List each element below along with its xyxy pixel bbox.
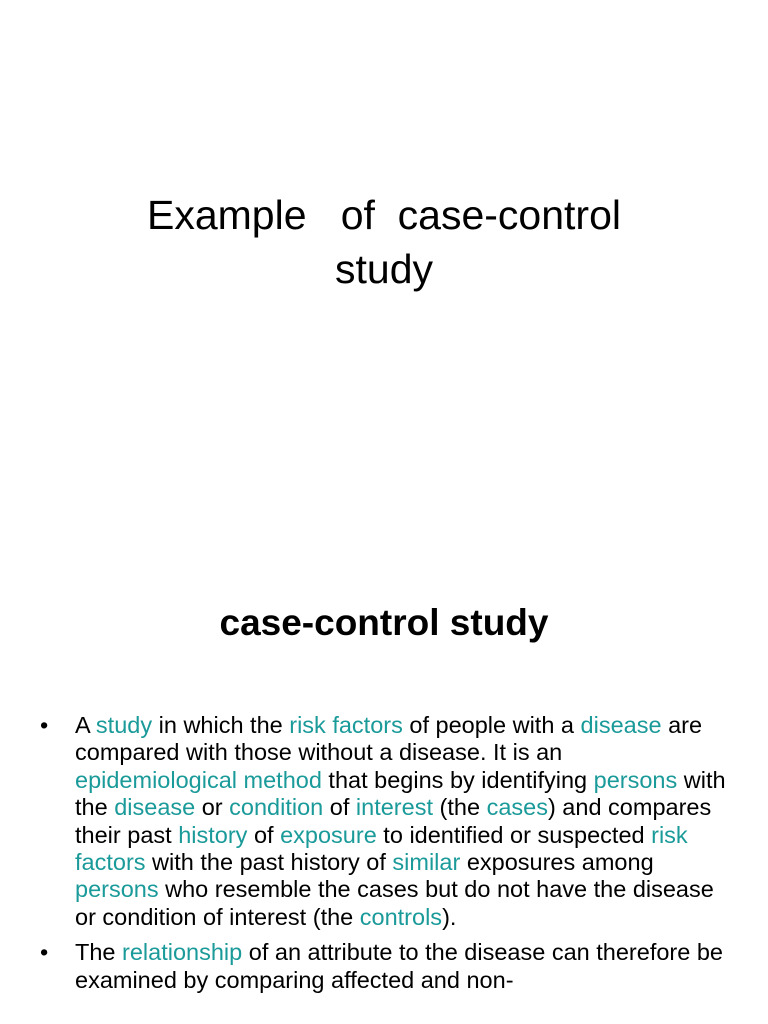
bullet-text: of an attribute to the disease can therefore be examined by comparing affected and non- (75, 939, 723, 993)
bullet-text: that begins by identifying (321, 766, 594, 793)
bullet-text: to identified or suspected (376, 821, 652, 848)
bullet-text: of (247, 821, 281, 848)
term-link[interactable]: persons (75, 876, 159, 903)
term-link[interactable]: interest (355, 794, 433, 821)
bullet-text: A (75, 712, 96, 738)
bullet-dot-icon: • (40, 939, 49, 966)
bullet-text: are compared with those without a disease. It is an (75, 712, 703, 766)
bullet-text: or (195, 794, 230, 821)
term-link[interactable]: risk factors (75, 821, 688, 876)
term-link[interactable]: condition (229, 794, 324, 821)
bullet-text: exposures among (460, 849, 654, 876)
bullet-text: of (323, 794, 356, 821)
slide-1-title: Example of case-control study (147, 192, 621, 292)
bullet-item (0, 939, 768, 994)
bullet-text: ). (442, 903, 457, 930)
bullet-list (0, 712, 768, 1002)
bullet-text: with the past history of (145, 849, 393, 876)
term-link[interactable]: epidemiological method (75, 766, 322, 793)
term-link[interactable]: study (95, 712, 153, 738)
slide-2-title: case-control study (219, 602, 549, 643)
bullet-text: in which the (152, 712, 290, 738)
slide-2 (0, 576, 768, 1024)
term-link[interactable]: history (178, 821, 248, 848)
term-link[interactable]: exposure (280, 821, 377, 848)
bullet-text: The (75, 939, 123, 966)
term-link[interactable]: disease (580, 712, 662, 738)
term-link[interactable]: cases (486, 794, 548, 821)
bullet-item (0, 712, 768, 931)
term-link[interactable]: persons (593, 766, 678, 793)
bullet-dot-icon: • (40, 712, 49, 738)
term-link[interactable]: risk factors (289, 712, 403, 738)
term-link[interactable]: similar (392, 849, 461, 876)
bullet-text: with the (75, 766, 726, 821)
bullet-text: ) and compares their past (75, 794, 712, 848)
term-link[interactable]: disease (114, 794, 196, 821)
term-link[interactable]: relationship (122, 939, 243, 966)
bullet-text: who resemble the cases but do not have the disease or condition of interest (the (75, 876, 714, 930)
bullet-text: (the (433, 794, 487, 821)
bullet-text: of people with a (402, 712, 581, 738)
term-link[interactable]: controls (359, 903, 443, 930)
